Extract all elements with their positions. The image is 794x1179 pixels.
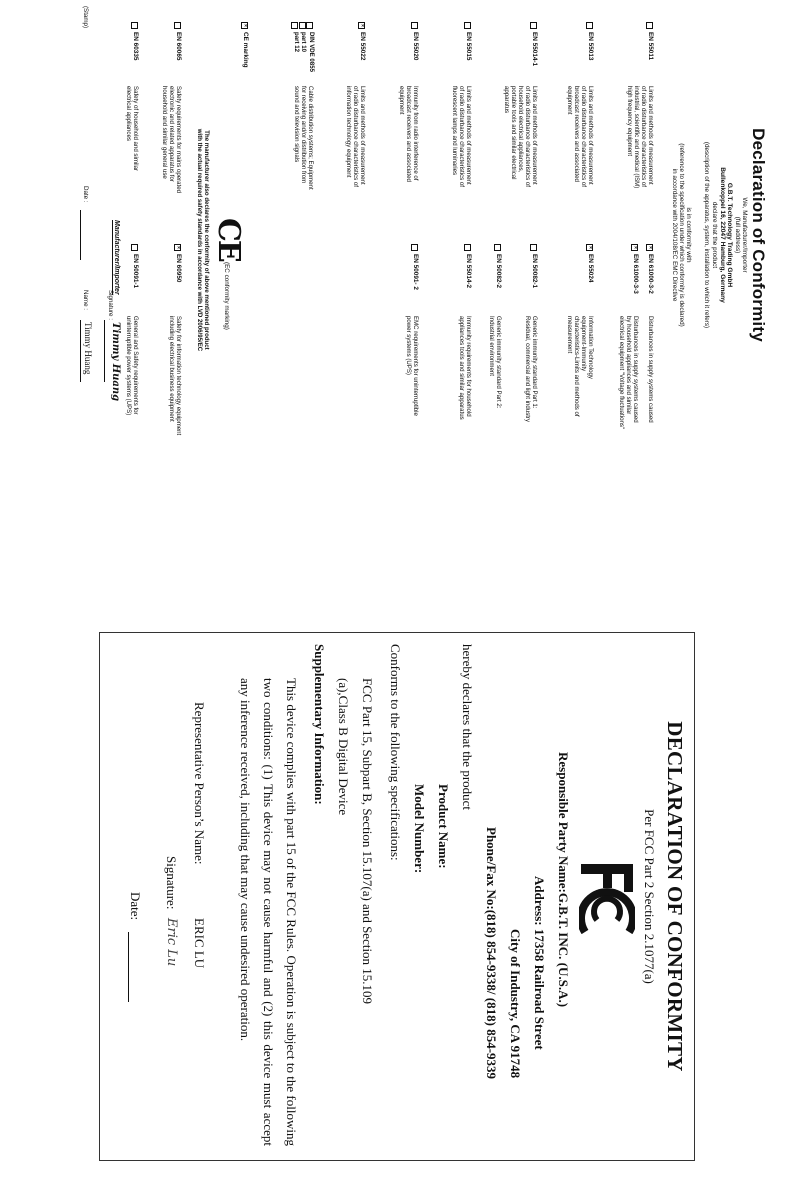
standard-description bbox=[626, 86, 654, 188]
standard-code: EN 55011 bbox=[647, 32, 654, 61]
signature-label: Signature : bbox=[107, 290, 114, 320]
standard-description bbox=[168, 316, 182, 435]
standard-description-line: broadcast receivers and associated bbox=[572, 86, 580, 182]
standard-description-line: household electrical appliances, bbox=[516, 86, 524, 173]
eu-company: G.B.T. Technology Trading GmbH bbox=[726, 182, 733, 288]
checkbox[interactable]: × bbox=[587, 244, 594, 251]
model-number-label: Model Number: bbox=[412, 784, 427, 874]
standard-description-line: by household appliances and similar bbox=[624, 316, 632, 415]
standard-code: EN 50091-1 bbox=[132, 254, 139, 289]
standard-description-line: fluorescent lamps and luminaries bbox=[450, 86, 458, 176]
standard-description-line: Disturbances in supply systems caused bbox=[647, 316, 654, 423]
fcc-device-class: (a),Class B Digital Device bbox=[336, 678, 351, 816]
standard-description-line: Safety for information technology equipment bbox=[175, 316, 182, 436]
standard-row bbox=[412, 22, 420, 60]
checkbox[interactable]: × bbox=[359, 22, 366, 29]
standard-row bbox=[465, 22, 473, 60]
ce-marking-row bbox=[242, 22, 250, 68]
standard-description-line: Limits and methods of measurement bbox=[465, 86, 472, 185]
din-description bbox=[293, 86, 314, 190]
standard-description bbox=[405, 316, 419, 416]
standard-code: EN 55020 bbox=[412, 32, 419, 61]
standard-description-line: broadcast receivers and associated bbox=[404, 86, 412, 182]
standard-description-line: Generic immunity standard Part 1: bbox=[531, 316, 538, 409]
checkbox[interactable] bbox=[465, 244, 472, 251]
fcc-signature-script: Eric Lu bbox=[164, 918, 179, 967]
din-desc-line: Cable distribution systems; Equipment bbox=[307, 86, 314, 190]
checkbox[interactable] bbox=[587, 22, 594, 29]
standard-description-line: high frequency equipment bbox=[625, 86, 633, 157]
standard-description-line: equipment bbox=[565, 86, 573, 115]
standard-description-line: Disturbances in supply systems caused bbox=[632, 316, 639, 423]
standard-code: EN 60950 bbox=[175, 254, 182, 283]
standard-row bbox=[175, 244, 183, 282]
standard-description-line: of radio disturbance characteristics of bbox=[523, 86, 531, 187]
checkbox[interactable] bbox=[412, 244, 419, 251]
standard-description-line: Residual, commercial and light industry bbox=[523, 316, 531, 423]
standard-description-line: equipment bbox=[397, 86, 405, 115]
date-line bbox=[80, 210, 81, 260]
standard-description-line: household and similar general use bbox=[160, 86, 168, 179]
standard-description-line: of radio disturbance characteristics of bbox=[351, 86, 359, 187]
eu-reference: (reference to the specification under which conformity is declared) bbox=[678, 143, 685, 327]
stamp-label: (Stamp) bbox=[82, 6, 89, 29]
date-label: Date : bbox=[82, 186, 89, 203]
standard-row bbox=[132, 244, 140, 288]
checkbox[interactable]: × bbox=[175, 244, 182, 251]
fcc-subtitle: Per FCC Part 2 Section 2.1077(a) bbox=[642, 809, 657, 984]
standard-code: EN 55013 bbox=[587, 32, 594, 61]
checkbox[interactable] bbox=[412, 22, 419, 29]
checkbox[interactable] bbox=[132, 22, 139, 29]
standard-description bbox=[161, 86, 182, 193]
eu-company-address: Bullenkoppel 16, 22047 Hamburg, Germany bbox=[719, 167, 726, 303]
checkbox[interactable] bbox=[495, 244, 502, 251]
standard-row bbox=[359, 22, 367, 60]
standard-description-line: electrical equipment "Voltage fluctuations" bbox=[617, 316, 625, 430]
signature-line bbox=[104, 320, 105, 382]
declaration-note bbox=[196, 60, 210, 420]
din-code-part10: part 10 bbox=[300, 32, 308, 52]
standard-description-line: equipment-Immunity bbox=[579, 316, 587, 372]
standard-code: EN 61000-3-3 bbox=[632, 254, 639, 294]
standard-description-line: electronic and related apparatus for bbox=[167, 86, 175, 182]
standard-description bbox=[524, 316, 538, 422]
name-line bbox=[80, 320, 81, 382]
checkbox[interactable] bbox=[132, 244, 139, 251]
standard-description-line: Immunity requirements for household bbox=[465, 316, 472, 417]
standard-description-line: portable tools and similar electrical bbox=[509, 86, 517, 180]
standard-description bbox=[566, 86, 594, 187]
standard-description bbox=[398, 86, 419, 182]
standard-description-line: Industrial environment bbox=[487, 316, 495, 376]
standard-description-line: of radio disturbance characteristics of bbox=[639, 86, 647, 187]
checkbox[interactable] bbox=[531, 22, 538, 29]
standard-description-line: including electrical business equipment bbox=[167, 316, 175, 422]
standard-description-line: Limits and methods of measurement bbox=[531, 86, 538, 185]
standard-code: EN 50082-1 bbox=[531, 254, 538, 289]
standard-description-line: characteristics-Limits and methods of bbox=[572, 316, 580, 417]
standard-description bbox=[618, 316, 639, 429]
fcc-conforms: Conforms to the following specifications: bbox=[388, 644, 403, 861]
standard-description-line: Information Technology bbox=[587, 316, 594, 379]
standard-code: EN 55022 bbox=[359, 32, 366, 61]
standard-description bbox=[647, 316, 654, 423]
standard-code: EN 55014-1 bbox=[531, 32, 538, 67]
standard-code: EN 55024 bbox=[587, 254, 594, 283]
standard-description-line: uninterruptible power systems (UPS) bbox=[124, 316, 132, 416]
standard-row bbox=[587, 22, 595, 60]
fcc-paragraph: This device complies with part 15 of the FCC Rules. Operation is subject to the following two conditions: (1) This device may not cause harmful and (2) this device must accept any inference received, including that may cause undesired operation. bbox=[238, 678, 299, 1146]
checkbox[interactable] bbox=[465, 22, 472, 29]
standard-description-line: Limits and methods of measurement bbox=[359, 86, 366, 185]
standard-code: EN 61000-3-2 bbox=[647, 254, 654, 294]
fcc-date-label: Date: bbox=[128, 892, 143, 921]
checkbox-din-part12[interactable] bbox=[292, 22, 299, 29]
standard-code: EN 60065 bbox=[175, 32, 182, 61]
eu-address-label: (full address) bbox=[734, 216, 741, 254]
checkbox[interactable]: × bbox=[647, 244, 654, 251]
ce-marking-note: (EC conformity marking) bbox=[223, 262, 230, 330]
product-name-label: Product Name: bbox=[436, 784, 451, 869]
eu-conformity: is in conformity with bbox=[685, 207, 692, 263]
standard-description-line: power systems (UPS) bbox=[404, 316, 412, 375]
responsible-party: Responsible Party Name:G.B.T. INC. (U.S.A.) bbox=[556, 752, 571, 1008]
din-code-part12: part 12 bbox=[293, 32, 300, 52]
standard-description bbox=[503, 86, 538, 187]
standard-code: EN 55015 bbox=[465, 32, 472, 61]
fcc-date-line bbox=[128, 932, 129, 1002]
representative-name: ERIC LU bbox=[192, 918, 207, 969]
manufacturer-label: Manufacturer/Importer bbox=[113, 220, 120, 295]
standard-row bbox=[412, 244, 420, 290]
fcc-address: Address: 17358 Railroad Street bbox=[532, 876, 547, 1050]
standard-description bbox=[125, 316, 139, 415]
din-desc-line: for receiving and/or distribution from bbox=[299, 86, 307, 184]
standard-description bbox=[451, 86, 472, 187]
standard-code: EN 55014-2 bbox=[465, 254, 472, 289]
standard-description-line: information technology equipment bbox=[344, 86, 352, 178]
checkbox-ce[interactable]: × bbox=[242, 22, 249, 29]
standard-row bbox=[175, 22, 183, 60]
eu-directive: in accordance with 2004/108/EC EMC Directive bbox=[671, 168, 678, 302]
standard-description-line: apparatus bbox=[502, 86, 510, 114]
standard-code: EN 60335 bbox=[132, 32, 139, 61]
standard-code: EN 50082-2 bbox=[495, 254, 502, 289]
checkbox[interactable] bbox=[531, 244, 538, 251]
standard-description-line: industrial, scientific and medical (ISM) bbox=[632, 86, 640, 189]
standard-description-line: of radio disturbance characteristics of bbox=[457, 86, 465, 187]
standard-description bbox=[566, 316, 594, 417]
supplementary-label: Supplementary Information: bbox=[312, 644, 327, 805]
standard-description-line: measurement bbox=[565, 316, 573, 354]
fcc-logo-icon bbox=[579, 860, 635, 934]
standard-description-line: General and Safety requirements for bbox=[132, 316, 139, 415]
eu-we-line: We, Manufacturer/Importer bbox=[741, 197, 748, 273]
fcc-declares: hereby declares that the product bbox=[460, 644, 475, 811]
fcc-signature-label: Signature: bbox=[164, 856, 179, 910]
standard-code: EN 50091- 2 bbox=[412, 254, 419, 290]
standard-description bbox=[125, 86, 139, 171]
checkbox[interactable]: × bbox=[632, 244, 639, 251]
standard-description-line: Immunity from radio interference of bbox=[412, 86, 419, 181]
standard-description-line: Limits and methods of measurement bbox=[587, 86, 594, 185]
declaration-note-line: with the actual required safety standards in accordance with LVD 2006/95/EC bbox=[195, 128, 203, 352]
standard-row bbox=[531, 244, 539, 288]
eu-declaration bbox=[74, 0, 794, 470]
signature-script: Timmy Huang bbox=[110, 322, 121, 402]
standard-row bbox=[495, 244, 503, 288]
checkbox-din[interactable] bbox=[307, 22, 314, 29]
standard-row bbox=[132, 22, 140, 60]
fcc-city: City of Industry, CA 91748 bbox=[508, 929, 523, 1079]
standard-description-line: Limits and methods of measurement bbox=[647, 86, 654, 185]
standard-description-line: of radio disturbance characteristics of bbox=[579, 86, 587, 187]
din-desc-line: sound and television signals bbox=[292, 86, 300, 163]
din-code-main: DIN VDE 0855 bbox=[308, 32, 315, 72]
ce-label: CE marking bbox=[242, 32, 249, 68]
checkbox[interactable] bbox=[647, 22, 654, 29]
standard-description-line: Safety of household and similar bbox=[132, 86, 139, 172]
checkbox-din-part10[interactable] bbox=[299, 22, 306, 29]
standard-description-line: appliances tools and similar apparatus bbox=[457, 316, 465, 420]
standard-description-line: EMC requirements for uninterruptible bbox=[412, 316, 419, 416]
standard-row bbox=[465, 244, 473, 288]
standard-description bbox=[345, 86, 366, 187]
standard-description-line: Safety requirements for mains operated bbox=[175, 86, 182, 194]
din-codes bbox=[292, 22, 315, 72]
eu-description: (description of the apparatus, system, installation to which it refers) bbox=[703, 141, 710, 329]
fcc-phone: Phone/Fax No:(818) 854-9338/ (818) 854-9339 bbox=[484, 827, 499, 1080]
declaration-note-line: The manufacturer also declares the conformity of above mentioned product bbox=[203, 130, 210, 350]
fcc-title: DECLARATION OF CONFORMITY bbox=[663, 721, 687, 1072]
eu-declares: declare that the product bbox=[711, 201, 718, 269]
checkbox[interactable] bbox=[175, 22, 182, 29]
standard-description-line: Generic immunity standard Part 2: bbox=[495, 316, 502, 409]
standard-description bbox=[488, 316, 502, 408]
name-label: Name : bbox=[82, 290, 89, 310]
standard-description-line: electrical appliances bbox=[124, 86, 132, 141]
standard-row bbox=[531, 22, 539, 66]
name-value: Timmy Huang bbox=[83, 322, 93, 375]
standard-row bbox=[587, 244, 595, 282]
ce-logo: CE bbox=[211, 218, 246, 261]
eu-title: Declaration of Conformity bbox=[749, 128, 768, 342]
standard-row bbox=[647, 244, 655, 294]
fcc-spec: FCC Part 15, Subpart B, Section 15.107(a) and Section 15.109 bbox=[360, 678, 375, 1005]
standard-row bbox=[632, 244, 640, 294]
standard-row bbox=[647, 22, 655, 60]
standard-description bbox=[458, 316, 472, 420]
fcc-declaration bbox=[99, 632, 695, 1161]
representative-label: Representative Person’s Name: bbox=[192, 702, 207, 865]
